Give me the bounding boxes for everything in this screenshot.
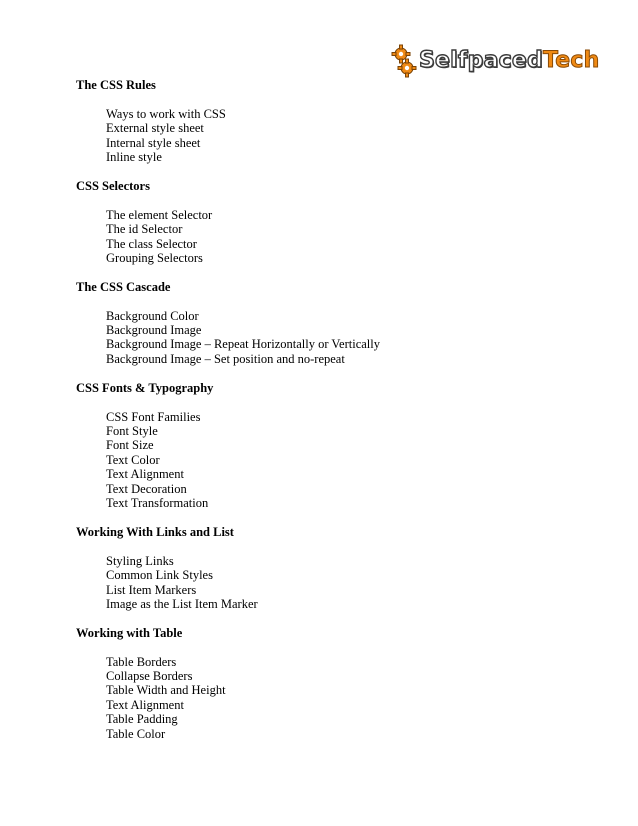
section-title: Working With Links and List (76, 524, 234, 539)
topic-list (106, 655, 596, 741)
section-css-cascade (76, 280, 596, 366)
list-item: CSS Font Families (106, 409, 201, 424)
brand-logo (391, 44, 600, 78)
topic-list (106, 554, 596, 612)
list-item: Background Image – Set position and no-repeat (106, 351, 345, 366)
list-item: Text Color (106, 452, 160, 467)
list-item: Table Width and Height (106, 683, 226, 698)
topic-list (106, 107, 596, 165)
logo-word-tech: Tech (542, 48, 600, 73)
section-links-and-lists (76, 525, 596, 611)
section-css-fonts (76, 381, 596, 511)
list-item: Styling Links (106, 553, 174, 568)
topic-list (106, 410, 596, 511)
list-item: Grouping Selectors (106, 250, 203, 265)
topic-list (106, 208, 596, 266)
section-css-rules (76, 78, 596, 164)
list-item: External style sheet (106, 121, 204, 136)
list-item: Background Image (106, 323, 202, 338)
list-item: Collapse Borders (106, 669, 193, 684)
section-tables (76, 626, 596, 741)
list-item: Text Alignment (106, 467, 184, 482)
list-item: Table Borders (106, 654, 177, 669)
logo-word-selfpaced: Selfpaced (419, 48, 543, 73)
list-item: Common Link Styles (106, 568, 213, 583)
list-item: Internal style sheet (106, 135, 201, 150)
gear-icon (391, 44, 417, 78)
list-item: Text Decoration (106, 481, 187, 496)
list-item: Font Size (106, 438, 154, 453)
course-outline (76, 78, 596, 756)
list-item: Table Color (106, 726, 166, 741)
section-title: CSS Fonts & Typography (76, 380, 214, 395)
list-item: Ways to work with CSS (106, 106, 226, 121)
list-item: The class Selector (106, 236, 197, 251)
list-item: Background Image – Repeat Horizontally or Vertically (106, 337, 380, 352)
list-item: Text Alignment (106, 697, 184, 712)
list-item: Table Padding (106, 712, 178, 727)
list-item: The id Selector (106, 222, 183, 237)
list-item: Inline style (106, 150, 162, 165)
list-item: Background Color (106, 308, 199, 323)
section-title: The CSS Cascade (76, 279, 171, 294)
list-item: Font Style (106, 423, 158, 438)
section-css-selectors (76, 179, 596, 265)
list-item: Image as the List Item Marker (106, 596, 258, 611)
section-title: CSS Selectors (76, 178, 150, 193)
topic-list (106, 309, 596, 367)
list-item: Text Transformation (106, 496, 209, 510)
logo-wordmark (419, 50, 600, 72)
section-title: The CSS Rules (76, 78, 156, 92)
list-item: List Item Markers (106, 582, 197, 597)
list-item: The element Selector (106, 207, 213, 222)
section-title: Working with Table (76, 625, 183, 640)
